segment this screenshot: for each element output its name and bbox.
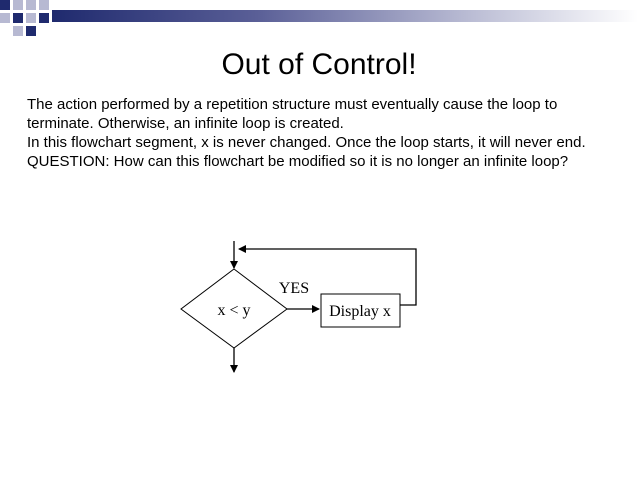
slide-title: Out of Control!	[221, 48, 417, 81]
decision-label: x < y	[217, 302, 251, 319]
paragraph-question: QUESTION: How can this flowchart be modified so it is no longer an infinite loop?	[27, 153, 569, 170]
paragraph-intro: The action performed by a repetition structure must eventually cause the loop to terminate. Otherwise, an infinite loop is created.	[27, 96, 558, 132]
yes-label: YES	[278, 280, 310, 297]
paragraph-explanation: In this flowchart segment, x is never changed. Once the loop starts, it will never end.	[27, 134, 586, 151]
process-label: Display x	[329, 303, 391, 320]
